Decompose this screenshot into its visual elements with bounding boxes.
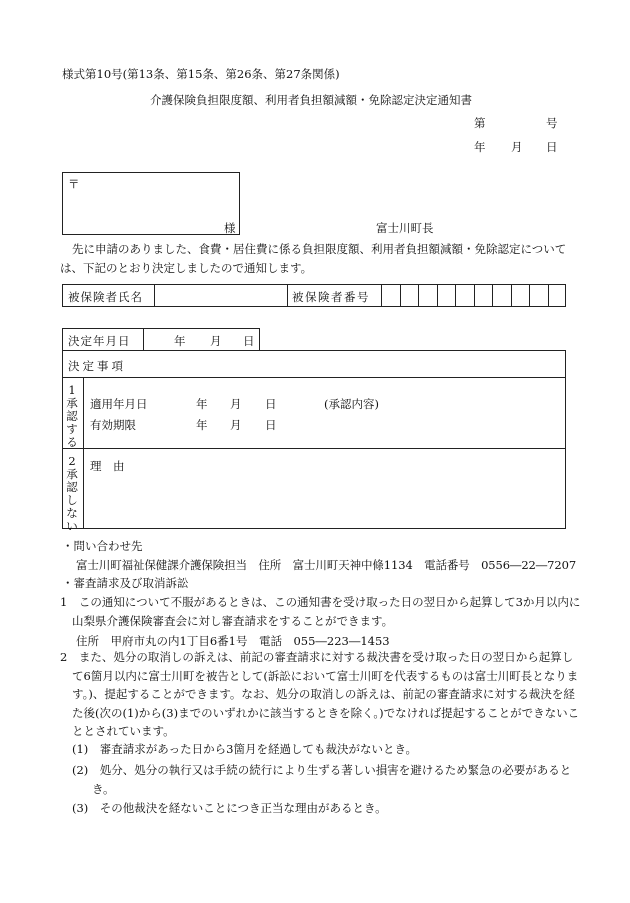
- decision-date-label: 決定年月日: [68, 334, 131, 348]
- applied-day: 日: [265, 397, 277, 411]
- insured-name-field[interactable]: [156, 286, 286, 306]
- valid-year: 年: [196, 418, 208, 432]
- intro-paragraph: 先に申請のありました、食費・居住費に係る負担限度額、利用者負担額減額・免除認定については、下記のとおり決定しましたので通知します。: [60, 242, 567, 275]
- digit-cell-divider: [418, 284, 419, 307]
- reject-reason-label: 理 由: [90, 459, 125, 473]
- applied-year: 年: [196, 397, 208, 411]
- contact-heading: ・問い合わせ先: [62, 539, 143, 553]
- reject-marker: 2承認しない: [66, 454, 78, 533]
- issuer-name: 富士川町長: [376, 221, 434, 235]
- applied-date-label: 適用年月日: [90, 397, 148, 411]
- exception-item-3: (3) その他裁決を経ないことにつき正当な理由があるとき。: [72, 801, 387, 815]
- appeal-heading: ・審査請求及び取消訴訟: [62, 576, 189, 590]
- digit-cell-divider: [492, 284, 493, 307]
- valid-month: 月: [230, 418, 242, 432]
- decision-date-year: 年: [174, 334, 186, 348]
- digit-cell-divider: [511, 284, 512, 307]
- valid-period-label: 有効期限: [90, 418, 136, 432]
- digit-cell-divider: [455, 284, 456, 307]
- digit-cell-divider: [437, 284, 438, 307]
- issue-date-month: 月: [511, 140, 523, 154]
- recipient-honorific: 様: [224, 221, 236, 235]
- issue-date-day: 日: [546, 140, 558, 154]
- insured-number-label: 被保険者番号: [292, 290, 370, 304]
- decision-items-label: 決定事項: [68, 359, 126, 373]
- decision-date-month: 月: [210, 334, 222, 348]
- exception-item-1: (1) 審査請求があった日から3箇月を経過しても裁決がないとき。: [72, 742, 418, 756]
- digit-cell-divider: [400, 284, 401, 307]
- digit-cell-divider: [548, 284, 549, 307]
- approval-content-label: (承認内容): [324, 397, 379, 411]
- appeal-paragraph-2: 2 また、処分の取消しの訴えは、前記の審査請求に対する裁決書を受け取った日の翌日から起算して6箇月以内に富士川町を被告として(訴訟において富士川町を代表するものは富士川町長となります。)、提起することができます。なお、処分の取消しの訴えは、前記の審査請求に対する裁決を経た後(次の(1)から(3)までのいずれかに該当するときを除く。)でなければ提起することができないこととされています。: [60, 650, 580, 739]
- digit-cell-divider: [474, 284, 475, 307]
- applied-month: 月: [230, 397, 242, 411]
- insured-name-label: 被保険者氏名: [68, 290, 143, 304]
- notice-number-label: 第: [474, 116, 486, 130]
- approve-marker: 1承認する: [66, 383, 78, 449]
- council-address: 住所 甲府市丸の内1丁目6番1号 電話 055―223―1453: [76, 634, 390, 648]
- digit-cell-divider: [529, 284, 530, 307]
- document-title: 介護保険負担限度額、利用者負担額減額・免除認定決定通知書: [150, 93, 472, 107]
- form-number: 様式第10号(第13条、第15条、第26条、第27条関係): [62, 67, 340, 81]
- postal-mark: 〒: [68, 177, 80, 191]
- contact-detail: 富士川町福祉保健課介護保険担当 住所 富士川町天神中條1134 電話番号 0556―22―7207: [76, 558, 577, 572]
- issue-date-year: 年: [474, 140, 486, 154]
- valid-day: 日: [265, 418, 277, 432]
- address-box: [62, 172, 240, 235]
- notice-number-suffix: 号: [546, 116, 558, 130]
- exception-item-2: (2) 処分、処分の執行又は手続の続行により生ずる著しい損害を避けるため緊急の必要があるとき。: [72, 763, 572, 796]
- decision-date-day: 日: [243, 334, 255, 348]
- appeal-paragraph-1: 1 この通知について不服があるときは、この通知書を受け取った日の翌日から起算して3か月以内に山梨県介護保険審査会に対し審査請求をすることができます。: [60, 595, 581, 628]
